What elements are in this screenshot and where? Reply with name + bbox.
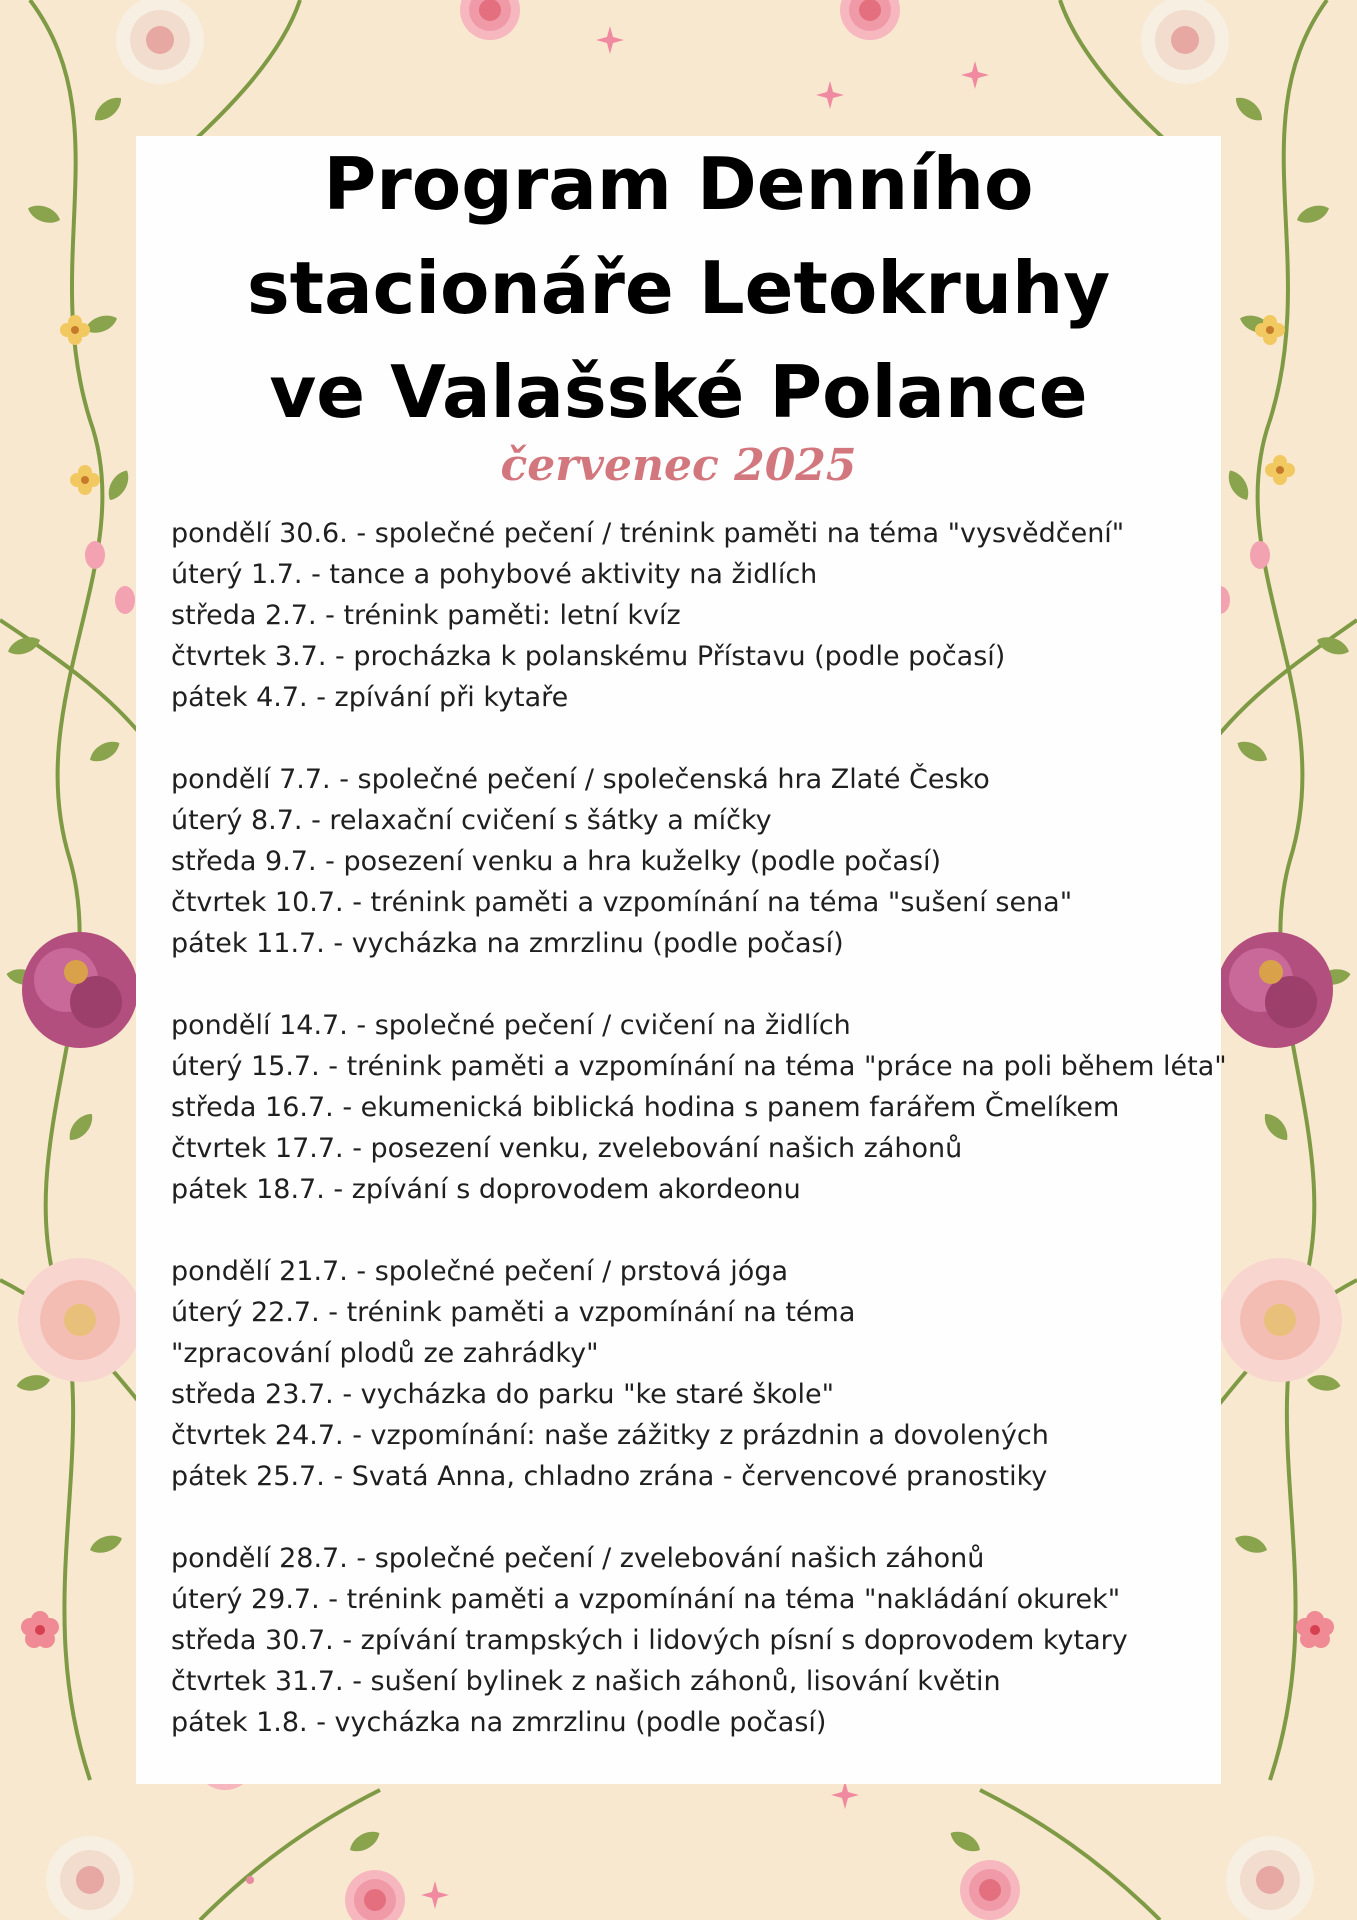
program-item: středa 2.7. - trénink paměti: letní kvíz bbox=[171, 600, 681, 631]
program-item: úterý 15.7. - trénink paměti a vzpomínání na téma "práce na poli během léta" bbox=[171, 1051, 1227, 1082]
program-item: pondělí 14.7. - společné pečení / cvičení na židlích bbox=[171, 1010, 851, 1041]
week-block-2 bbox=[171, 759, 1251, 964]
program-item: pondělí 30.6. - společné pečení / trénink paměti na téma "vysvědčení" bbox=[171, 518, 1125, 549]
program-item: pátek 25.7. - Svatá Anna, chladno zrána - červencové pranostiky bbox=[171, 1461, 1048, 1492]
program-item: čtvrtek 3.7. - procházka k polanskému Přístavu (podle počasí) bbox=[171, 641, 1006, 672]
title-line-3: ve Valašské Polance bbox=[269, 350, 1088, 434]
program-item: středa 23.7. - vycházka do parku "ke staré škole" bbox=[171, 1379, 835, 1410]
program-item: pondělí 28.7. - společné pečení / zvelebování našich záhonů bbox=[171, 1543, 985, 1574]
program-item: pátek 11.7. - vycházka na zmrzlinu (podle počasí) bbox=[171, 928, 844, 959]
program-item: čtvrtek 10.7. - trénink paměti a vzpomínání na téma "sušení sena" bbox=[171, 887, 1073, 918]
program-item: úterý 29.7. - trénink paměti a vzpomínání na téma "nakládání okurek" bbox=[171, 1584, 1121, 1615]
program-item: středa 30.7. - zpívání trampských i lidových písní s doprovodem kytary bbox=[171, 1625, 1128, 1656]
program-item: čtvrtek 17.7. - posezení venku, zvelebování našich záhonů bbox=[171, 1133, 963, 1164]
program-item: úterý 8.7. - relaxační cvičení s šátky a míčky bbox=[171, 805, 772, 836]
week-block-5 bbox=[171, 1538, 1251, 1743]
month-subtitle: červenec 2025 bbox=[500, 440, 857, 491]
week-block-1 bbox=[171, 513, 1251, 718]
program-item: pátek 4.7. - zpívání při kytaře bbox=[171, 682, 569, 713]
program-item: pátek 1.8. - vycházka na zmrzlinu (podle počasí) bbox=[171, 1707, 827, 1738]
title-line-1: Program Denního bbox=[323, 142, 1034, 226]
program-item: pondělí 21.7. - společné pečení / prstová jóga bbox=[171, 1256, 789, 1287]
program-item: pondělí 7.7. - společné pečení / společenská hra Zlaté Česko bbox=[171, 764, 990, 795]
program-item-continuation: "zpracování plodů ze zahrádky" bbox=[171, 1338, 599, 1369]
program-item: úterý 1.7. - tance a pohybové aktivity na židlích bbox=[171, 559, 818, 590]
page-title bbox=[136, 132, 1221, 444]
week-block-4 bbox=[171, 1251, 1251, 1497]
program-item: pátek 18.7. - zpívání s doprovodem akordeonu bbox=[171, 1174, 801, 1205]
title-line-2: stacionáře Letokruhy bbox=[246, 246, 1111, 330]
program-item: středa 16.7. - ekumenická biblická hodina s panem farářem Čmelíkem bbox=[171, 1092, 1120, 1123]
program-item: úterý 22.7. - trénink paměti a vzpomínání na téma bbox=[171, 1297, 856, 1328]
program-item: středa 9.7. - posezení venku a hra kuželky (podle počasí) bbox=[171, 846, 942, 877]
program-list bbox=[171, 513, 1251, 1784]
program-item: čtvrtek 24.7. - vzpomínání: naše zážitky z prázdnin a dovolených bbox=[171, 1420, 1049, 1451]
week-block-3 bbox=[171, 1005, 1251, 1210]
program-item: čtvrtek 31.7. - sušení bylinek z našich záhonů, lisování květin bbox=[171, 1666, 1001, 1697]
